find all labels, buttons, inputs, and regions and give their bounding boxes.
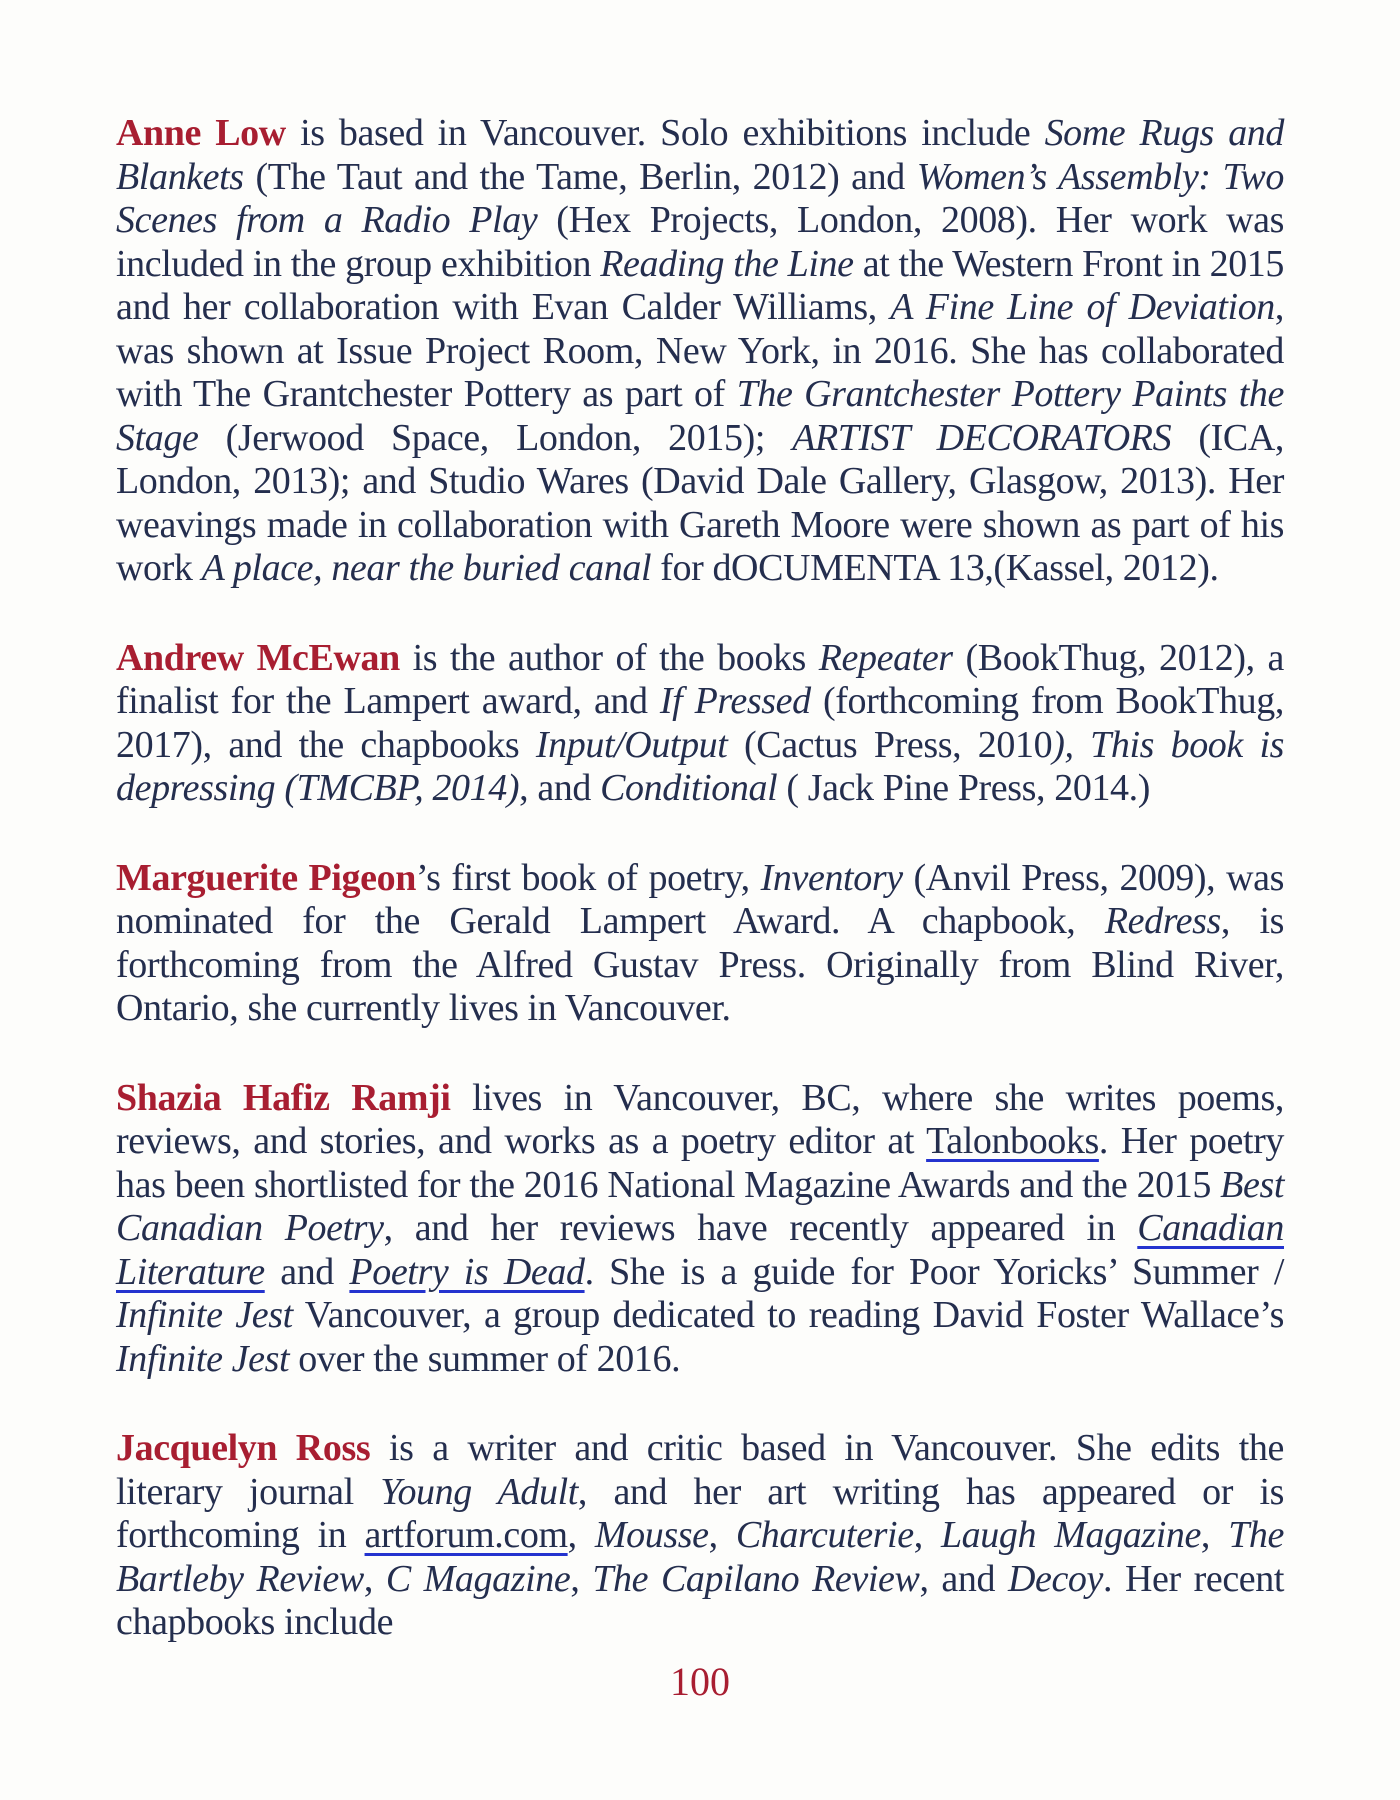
italic-title: ), This book is depressing (TMCBP, 2014) bbox=[116, 723, 1284, 809]
italic-title: The Bartleby Review bbox=[116, 1514, 1284, 1600]
italic-title: A Fine Line of Deviation bbox=[890, 286, 1275, 328]
body-text: , and her reviews have recently appeared in bbox=[383, 1207, 1138, 1249]
body-text: , bbox=[1200, 1514, 1229, 1556]
italic-title: Mousse bbox=[594, 1514, 709, 1556]
bio-paragraph-shazia-hafiz-ramji bbox=[116, 1077, 1284, 1382]
bio-paragraph-marguerite-pigeon bbox=[116, 857, 1284, 1031]
body-text: is based in Vancouver. Solo exhibitions include bbox=[285, 112, 1045, 154]
bio-paragraph-jacquelyn-ross bbox=[116, 1427, 1284, 1645]
italic-title: Some Rugs and Blankets bbox=[116, 112, 1284, 198]
body-text: for dOCUMENTA 13,(Kassel, 2012). bbox=[651, 547, 1219, 589]
author-name: Marguerite Pigeon bbox=[116, 856, 416, 899]
italic-title: ARTIST DECORATORS bbox=[792, 416, 1172, 459]
body-text: , and her art writing has appeared or is forthcoming in bbox=[116, 1470, 1284, 1556]
body-text: . Her recent chapbooks include bbox=[116, 1557, 1285, 1643]
body-text: , and bbox=[519, 767, 601, 809]
italic-title: Charcuterie bbox=[735, 1514, 914, 1556]
body-text: (Anvil Press, 2009), was nominated for the Gerald Lampert Award. A chapbook, bbox=[116, 856, 1284, 942]
italic-title: The Grantchester Pottery Paints the Stage bbox=[116, 373, 1284, 459]
body-text: , bbox=[567, 1514, 595, 1556]
body-text: , was shown at Issue Project Room, New York, in 2016. She has collaborated with The Grantchester Pottery as part of bbox=[116, 286, 1284, 415]
italic-title: Reading the Line bbox=[600, 242, 854, 285]
body-text: (Jerwood Space, London, 2015); bbox=[198, 416, 793, 459]
italic-title: Input/Output bbox=[535, 723, 728, 766]
body-text: (The Taut and the Tame, Berlin, 2012) and bbox=[243, 155, 917, 198]
italic-title: Inventory bbox=[760, 856, 903, 899]
italic-title: Laugh Magazine bbox=[940, 1514, 1201, 1556]
body-text: . Her poetry has been shortlisted for the 2016 National Magazine Awards and the 2015 bbox=[116, 1120, 1284, 1206]
body-text: ( Jack Pine Press, 2014.) bbox=[777, 767, 1150, 809]
italic-title: Infinite Jest bbox=[116, 1337, 290, 1380]
page-number: 100 bbox=[670, 1659, 730, 1704]
body-text: at the Western Front in 2015 and her collaboration with Evan Calder Williams, bbox=[116, 242, 1284, 328]
contributor-bios bbox=[116, 112, 1284, 1645]
italic-title: Women’s Assembly: Two Scenes from a Radio Play bbox=[116, 155, 1284, 241]
body-text: . She is a guide for Poor Yoricks’ Summer / bbox=[584, 1250, 1284, 1293]
bio-paragraph-anne-low bbox=[116, 112, 1284, 591]
italic-title: Conditional bbox=[600, 767, 778, 809]
body-text: , bbox=[708, 1514, 736, 1556]
body-text: (forthcoming from BookThug, 2017), and the chapbooks bbox=[116, 680, 1284, 766]
italic-title: The Capilano Review bbox=[592, 1557, 920, 1600]
body-text: Vancouver, a group dedicated to reading David Foster Wallace’s bbox=[292, 1294, 1284, 1336]
artforum-link[interactable]: artforum.com bbox=[364, 1514, 568, 1556]
body-text: , bbox=[570, 1557, 593, 1600]
body-text: (ICA, London, 2013); and Studio Wares (David Dale Gallery, Glasgow, 2013). Her weavings made in collaboration with Gareth Moore were shown as part of his work bbox=[116, 416, 1284, 589]
body-text: (BookThug, 2012), a finalist for the Lampert award, and bbox=[116, 636, 1285, 722]
italic-title: If Pressed bbox=[659, 680, 811, 722]
body-text: ’s first book of poetry, bbox=[415, 856, 761, 899]
body-text: (Cactus Press, 2010 bbox=[727, 723, 1053, 766]
body-text: , bbox=[363, 1557, 386, 1600]
italic-title: Decoy bbox=[1007, 1557, 1103, 1600]
italic-title: Infinite Jest bbox=[116, 1294, 293, 1336]
body-text: (Hex Projects, London, 2008). Her work was included in the group exhibition bbox=[116, 199, 1284, 285]
body-text: , bbox=[913, 1514, 941, 1556]
italic-title: Best Canadian Poetry bbox=[116, 1163, 1284, 1249]
italic-title: A place, near the buried canal bbox=[201, 547, 652, 589]
author-name: Jacquelyn Ross bbox=[116, 1427, 371, 1469]
body-text: lives in Vancouver, BC, where she writes poems, reviews, and stories, and works as a poetry editor at bbox=[116, 1076, 1285, 1162]
body-text: and bbox=[264, 1250, 350, 1293]
talonbooks-link[interactable]: Talonbooks bbox=[926, 1120, 1099, 1162]
body-text: is the author of the books bbox=[399, 636, 819, 679]
italic-title: Repeater bbox=[818, 636, 953, 679]
author-name: Andrew McEwan bbox=[116, 636, 400, 679]
canadian-literature-link[interactable]: Canadian Literature bbox=[116, 1207, 1284, 1293]
italic-title: Redress bbox=[1104, 900, 1221, 942]
author-name: Anne Low bbox=[116, 112, 286, 154]
poetry-is-dead-link[interactable]: Poetry is Dead bbox=[349, 1250, 585, 1293]
italic-title: Young Adult bbox=[380, 1470, 578, 1513]
body-text: , and bbox=[919, 1557, 1008, 1600]
body-text: , is forthcoming from the Alfred Gustav Press. Originally from Blind River, Ontario, she currently lives in Vancouver. bbox=[116, 900, 1284, 1029]
author-name: Shazia Hafiz Ramji bbox=[116, 1076, 451, 1119]
body-text: over the summer of 2016. bbox=[289, 1337, 681, 1380]
body-text: is a writer and critic based in Vancouver. She edits the literary journal bbox=[116, 1427, 1284, 1513]
italic-title: C Magazine bbox=[385, 1557, 571, 1600]
bio-paragraph-andrew-mcewan bbox=[116, 637, 1284, 811]
